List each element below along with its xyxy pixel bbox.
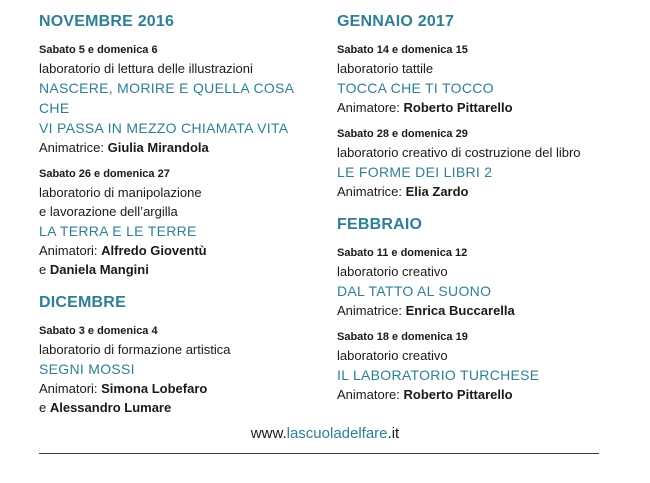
event-date: Sabato 26 e domenica 27 [39,168,170,180]
event-title: VI PASSA IN MEZZO CHIAMATA VITA [39,120,289,136]
right-column [337,12,637,412]
url-prefix: www. [250,425,287,442]
animator-name: Roberto Pittarello [403,100,513,115]
event-animators [39,138,319,157]
event-date: Sabato 5 e domenica 6 [39,44,158,56]
event-description: laboratorio creativo di costruzione del libro [337,145,581,160]
event-title: LE FORME DEI LIBRI 2 [337,164,493,180]
event-description: laboratorio di manipolazione [39,185,202,200]
animator-role: Animatrice: [39,140,108,155]
event-item [337,41,637,117]
event-animators [39,260,319,279]
event-title: NASCERE, MORIRE E QUELLA COSA CHE [39,80,294,116]
url-domain: lascuoladelfare [286,425,388,442]
event-date: Sabato 14 e domenica 15 [337,44,468,56]
event-animators [337,301,637,320]
animator-name: Enrica Buccarella [405,303,515,318]
event-description: laboratorio tattile [337,61,434,76]
event-description: laboratorio di lettura delle illustrazioni [39,61,253,76]
left-column [39,12,319,425]
event-item [337,244,637,320]
event-animators [337,182,637,201]
animator-role: Animatore: [337,387,404,402]
event-title: DAL TATTO AL SUONO [337,283,492,299]
event-description: laboratorio di formazione artistica [39,342,231,357]
footer-divider [39,453,599,454]
animator-name: Alfredo Gioventù [101,243,207,258]
event-description: e lavorazione dell’argilla [39,204,178,219]
month-heading: DICEMBRE [39,294,126,311]
website-url[interactable] [0,425,650,442]
event-date: Sabato 3 e domenica 4 [39,325,158,337]
event-description: laboratorio creativo [337,264,448,279]
animator-name: Simona Lobefaro [101,381,208,396]
month-heading: GENNAIO 2017 [337,13,455,30]
animator-role: Animatrice: [337,303,406,318]
month-heading: NOVEMBRE 2016 [39,13,175,30]
url-suffix: .it [387,425,400,442]
animator-name: Alessandro Lumare [49,400,172,415]
animator-name: Elia Zardo [405,184,469,199]
animator-role: Animatore: [337,100,404,115]
event-animators [39,379,319,398]
month-heading: FEBBRAIO [337,216,423,233]
event-animators [337,385,637,404]
event-item [39,322,319,417]
animator-name: Giulia Mirandola [107,140,209,155]
event-title: IL LABORATORIO TURCHESE [337,367,540,383]
event-item [337,125,637,201]
event-title: TOCCA CHE TI TOCCO [337,80,494,96]
event-animators [39,398,319,417]
event-date: Sabato 28 e domenica 29 [337,128,468,140]
animator-role: Animatori: [39,381,102,396]
event-date: Sabato 18 e domenica 19 [337,331,468,343]
animator-role: Animatori: [39,243,102,258]
conjunction: e [39,400,50,415]
event-title: LA TERRA E LE TERRE [39,223,197,239]
event-animators [337,98,637,117]
event-item [39,165,319,279]
event-title: SEGNI MOSSI [39,361,135,377]
conjunction: e [39,262,50,277]
event-description: laboratorio creativo [337,348,448,363]
animator-name: Daniela Mangini [49,262,149,277]
event-date: Sabato 11 e domenica 12 [337,247,468,259]
event-item [337,328,637,404]
event-item [39,41,319,157]
animator-name: Roberto Pittarello [403,387,513,402]
event-animators [39,241,319,260]
animator-role: Animatrice: [337,184,406,199]
